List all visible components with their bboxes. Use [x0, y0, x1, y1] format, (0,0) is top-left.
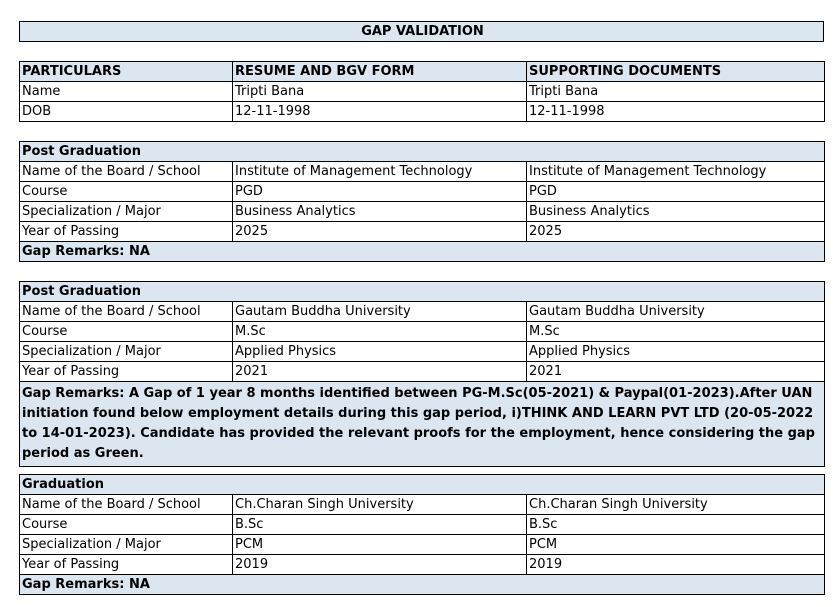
section-heading: Post Graduation — [20, 282, 825, 302]
table-row — [20, 362, 825, 382]
table-row — [20, 342, 825, 362]
row-label: Name of the Board / School — [20, 495, 233, 515]
docs-value: 2025 — [527, 222, 825, 242]
section-table — [19, 141, 825, 262]
row-label: Year of Passing — [20, 555, 233, 575]
row-label: Course — [20, 322, 233, 342]
header-resume: RESUME AND BGV FORM — [233, 62, 527, 82]
resume-value: 2019 — [233, 555, 527, 575]
docs-value: 2021 — [527, 362, 825, 382]
gap-remarks: Gap Remarks: A Gap of 1 year 8 months identified between PG-M.Sc(05-2021) & Paypal(01-2023).After UAN initiation found below employment details during this gap period, i)THINK AND LEARN PVT LTD (20-05-2022 to 14-01-2023). Candidate has provided the relevant proofs for the employment, hence considering the gap period as Green. — [20, 382, 825, 467]
resume-value: Gautam Buddha University — [233, 302, 527, 322]
table-row — [20, 202, 825, 222]
resume-value: B.Sc — [233, 515, 527, 535]
table-row — [20, 222, 825, 242]
header-documents: SUPPORTING DOCUMENTS — [527, 62, 825, 82]
section-heading: Post Graduation — [20, 142, 825, 162]
docs-value: Ch.Charan Singh University — [527, 495, 825, 515]
resume-value: Business Analytics — [233, 202, 527, 222]
page-title: GAP VALIDATION — [20, 22, 824, 42]
row-label: Name of the Board / School — [20, 302, 233, 322]
header-row — [20, 62, 825, 82]
row-label: Name — [20, 82, 233, 102]
resume-value: Ch.Charan Singh University — [233, 495, 527, 515]
table-row — [20, 515, 825, 535]
resume-value: Applied Physics — [233, 342, 527, 362]
resume-value: PCM — [233, 535, 527, 555]
resume-value: Tripti Bana — [233, 82, 527, 102]
gap-remarks: Gap Remarks: NA — [20, 575, 825, 595]
resume-value: M.Sc — [233, 322, 527, 342]
row-label: Specialization / Major — [20, 535, 233, 555]
docs-value: Business Analytics — [527, 202, 825, 222]
docs-value: 2019 — [527, 555, 825, 575]
header-particulars: PARTICULARS — [20, 62, 233, 82]
resume-value: 12-11-1998 — [233, 102, 527, 122]
resume-value: Institute of Management Technology — [233, 162, 527, 182]
table-row — [20, 82, 825, 102]
table-row — [20, 302, 825, 322]
resume-value: 2025 — [233, 222, 527, 242]
table-row — [20, 535, 825, 555]
section-table — [19, 474, 825, 595]
docs-value: B.Sc — [527, 515, 825, 535]
row-label: Course — [20, 515, 233, 535]
row-label: Course — [20, 182, 233, 202]
personal-table — [19, 61, 825, 122]
table-row — [20, 322, 825, 342]
docs-value: Tripti Bana — [527, 82, 825, 102]
docs-value: PCM — [527, 535, 825, 555]
row-label: Name of the Board / School — [20, 162, 233, 182]
resume-value: 2021 — [233, 362, 527, 382]
gap-remarks: Gap Remarks: NA — [20, 242, 825, 262]
row-label: DOB — [20, 102, 233, 122]
docs-value: Gautam Buddha University — [527, 302, 825, 322]
docs-value: Institute of Management Technology — [527, 162, 825, 182]
row-label: Year of Passing — [20, 362, 233, 382]
row-label: Specialization / Major — [20, 202, 233, 222]
resume-value: PGD — [233, 182, 527, 202]
row-label: Year of Passing — [20, 222, 233, 242]
docs-value: PGD — [527, 182, 825, 202]
section-table — [19, 281, 825, 467]
docs-value: Applied Physics — [527, 342, 825, 362]
table-row — [20, 555, 825, 575]
section-heading: Graduation — [20, 475, 825, 495]
docs-value: M.Sc — [527, 322, 825, 342]
title-table — [19, 21, 824, 42]
table-row — [20, 182, 825, 202]
table-row — [20, 102, 825, 122]
row-label: Specialization / Major — [20, 342, 233, 362]
docs-value: 12-11-1998 — [527, 102, 825, 122]
table-row — [20, 495, 825, 515]
table-row — [20, 162, 825, 182]
